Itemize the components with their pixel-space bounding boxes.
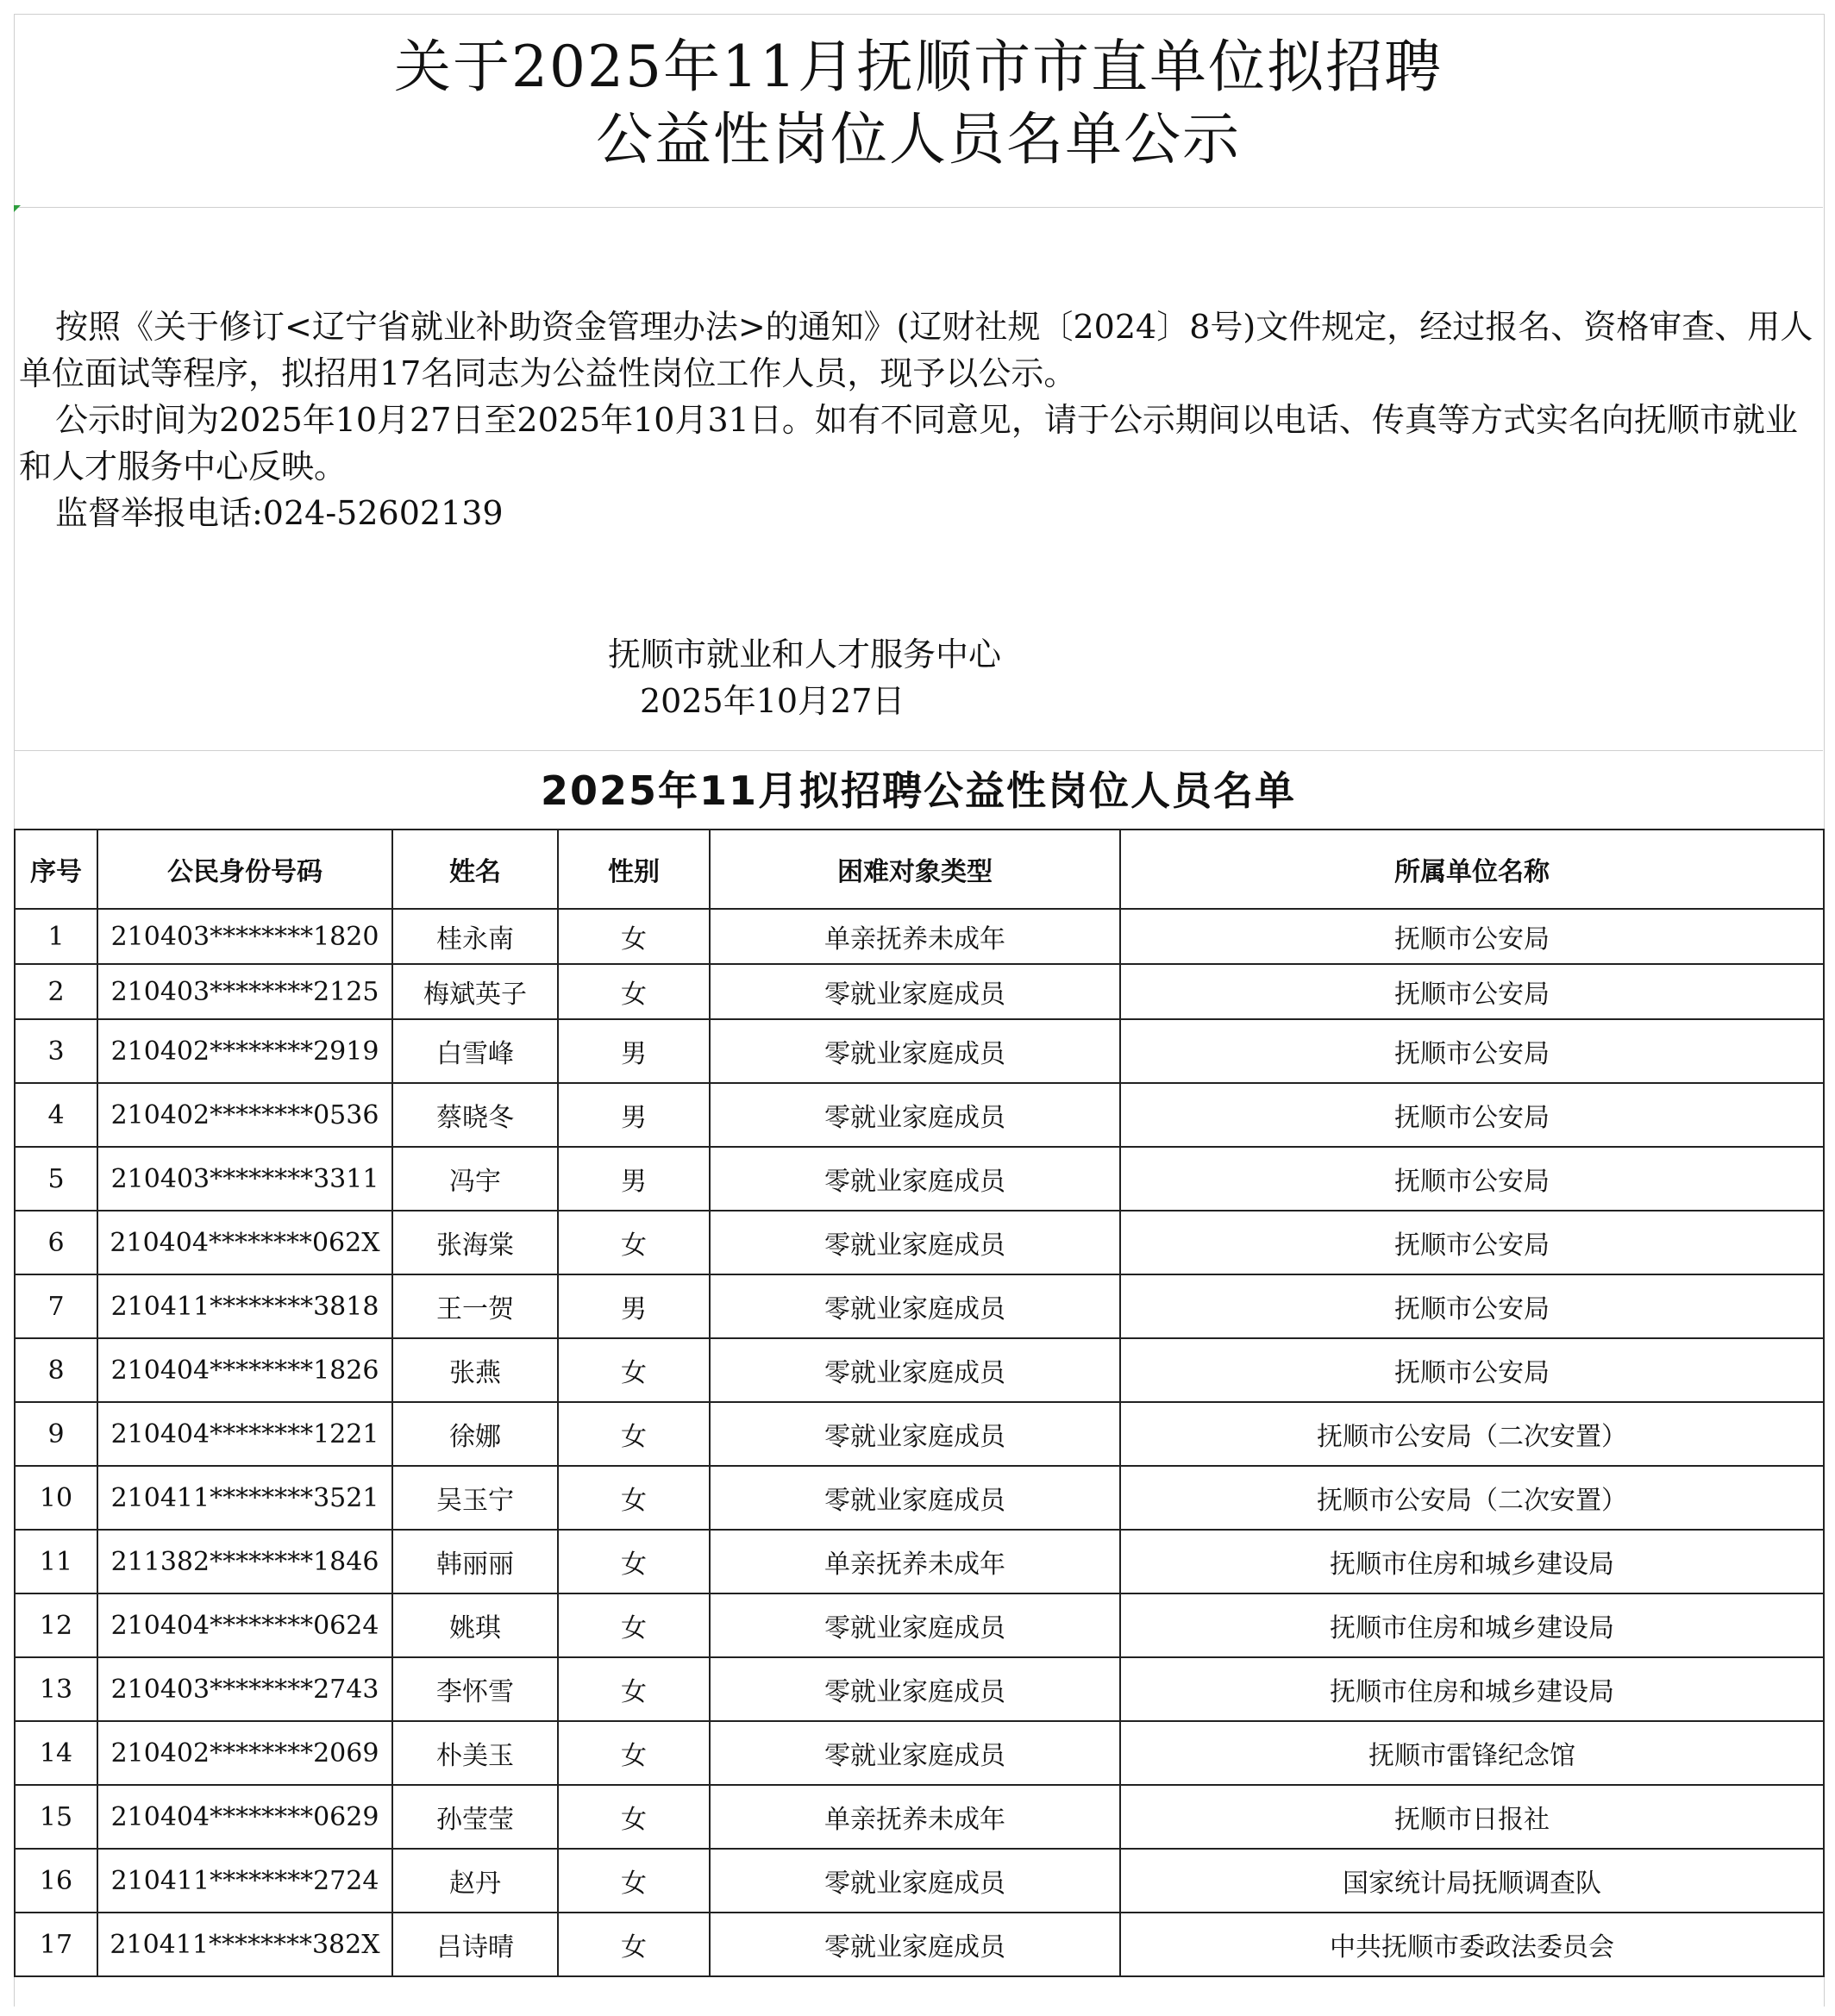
cell-gender: 女 (558, 964, 710, 1019)
cell-category: 单亲抚养未成年 (710, 1530, 1120, 1593)
col-header-id-number: 公民身份号码 (97, 830, 392, 909)
cell-id-number: 210411********2724 (97, 1849, 392, 1913)
cell-gender: 女 (558, 1466, 710, 1530)
cell-index: 1 (15, 909, 97, 964)
list-title: 2025年11月拟招聘公益性岗位人员名单 (540, 767, 1297, 814)
cell-category: 零就业家庭成员 (710, 1274, 1120, 1338)
cell-name: 张海棠 (392, 1211, 558, 1274)
cell-gender: 男 (558, 1083, 710, 1147)
cell-index: 17 (15, 1913, 97, 1976)
cell-category: 零就业家庭成员 (710, 1147, 1120, 1211)
cell-id-number: 210403********3311 (97, 1147, 392, 1211)
notice-paragraph-1: 按照《关于修订<辽宁省就业补助资金管理办法>的通知》(辽财社规〔2024〕8号)文件规定，经过报名、资格审查、用人单位面试等程序，拟招用17名同志为公益性岗位工作人员，现予以公示。 (19, 308, 1813, 392)
cell-id-number: 210404********0624 (97, 1593, 392, 1657)
cell-name: 桂永南 (392, 909, 558, 964)
cell-name: 吕诗晴 (392, 1913, 558, 1976)
cell-id-number: 210411********382X (97, 1913, 392, 1976)
cell-index: 14 (15, 1721, 97, 1785)
cell-name: 李怀雪 (392, 1657, 558, 1721)
cell-name: 冯宇 (392, 1147, 558, 1211)
cell-unit: 抚顺市公安局 (1120, 1083, 1824, 1147)
cell-index: 10 (15, 1466, 97, 1530)
cell-gender: 男 (558, 1019, 710, 1083)
col-header-unit: 所属单位名称 (1120, 830, 1824, 909)
cell-index: 4 (15, 1083, 97, 1147)
cell-category: 单亲抚养未成年 (710, 1785, 1120, 1849)
cell-category: 零就业家庭成员 (710, 964, 1120, 1019)
cell-index: 12 (15, 1593, 97, 1657)
cell-category: 零就业家庭成员 (710, 1593, 1120, 1657)
cell-id-number: 211382********1846 (97, 1530, 392, 1593)
table-row (15, 1211, 1824, 1274)
cell-gender: 女 (558, 1338, 710, 1402)
cell-gender: 女 (558, 1402, 710, 1466)
cell-name: 徐娜 (392, 1402, 558, 1466)
cell-name: 张燕 (392, 1338, 558, 1402)
cell-id-number: 210402********2919 (97, 1019, 392, 1083)
cell-unit: 抚顺市公安局 (1120, 1147, 1824, 1211)
cell-id-number: 210403********2743 (97, 1657, 392, 1721)
cell-category: 零就业家庭成员 (710, 1019, 1120, 1083)
cell-index: 11 (15, 1530, 97, 1593)
title-section (14, 14, 1823, 208)
table-row (15, 1338, 1824, 1402)
cell-unit: 抚顺市公安局 (1120, 909, 1824, 964)
cell-name: 吴玉宁 (392, 1466, 558, 1530)
cell-category: 零就业家庭成员 (710, 1402, 1120, 1466)
cell-category: 零就业家庭成员 (710, 1913, 1120, 1976)
cell-gender: 女 (558, 1657, 710, 1721)
cell-marker-icon (14, 205, 21, 212)
cell-name: 孙莹莹 (392, 1785, 558, 1849)
cell-gender: 女 (558, 1211, 710, 1274)
cell-id-number: 210404********1221 (97, 1402, 392, 1466)
cell-id-number: 210404********062X (97, 1211, 392, 1274)
cell-id-number: 210402********2069 (97, 1721, 392, 1785)
cell-gender: 女 (558, 1785, 710, 1849)
cell-index: 15 (15, 1785, 97, 1849)
cell-id-number: 210404********0629 (97, 1785, 392, 1849)
cell-gender: 女 (558, 1913, 710, 1976)
col-header-category: 困难对象类型 (710, 830, 1120, 909)
cell-id-number: 210403********1820 (97, 909, 392, 964)
cell-id-number: 210402********0536 (97, 1083, 392, 1147)
cell-index: 2 (15, 964, 97, 1019)
table-row (15, 1402, 1824, 1466)
cell-name: 梅斌英子 (392, 964, 558, 1019)
cell-index: 3 (15, 1019, 97, 1083)
cell-index: 5 (15, 1147, 97, 1211)
page-title-line-1: 关于2025年11月抚顺市市直单位拟招聘 (394, 34, 1443, 100)
table-row (15, 964, 1824, 1019)
cell-name: 蔡晓冬 (392, 1083, 558, 1147)
col-header-gender: 性别 (558, 830, 710, 909)
cell-index: 8 (15, 1338, 97, 1402)
table-header-row (15, 830, 1824, 909)
col-header-index: 序号 (15, 830, 97, 909)
table-row (15, 1785, 1824, 1849)
list-title-section (14, 750, 1823, 830)
cell-unit: 国家统计局抚顺调查队 (1120, 1849, 1824, 1913)
cell-category: 单亲抚养未成年 (710, 909, 1120, 964)
table-row (15, 1721, 1824, 1785)
cell-unit: 抚顺市住房和城乡建设局 (1120, 1593, 1824, 1657)
table-row (15, 1274, 1824, 1338)
cell-unit: 抚顺市公安局 (1120, 1338, 1824, 1402)
cell-category: 零就业家庭成员 (710, 1083, 1120, 1147)
hotline: 监督举报电话:024-52602139 (55, 494, 504, 532)
cell-category: 零就业家庭成员 (710, 1849, 1120, 1913)
table-row (15, 1657, 1824, 1721)
cell-id-number: 210404********1826 (97, 1338, 392, 1402)
cell-name: 白雪峰 (392, 1019, 558, 1083)
table-row (15, 1019, 1824, 1083)
cell-index: 7 (15, 1274, 97, 1338)
cell-id-number: 210411********3818 (97, 1274, 392, 1338)
page-title-line-2: 公益性岗位人员名单公示 (596, 106, 1241, 172)
sign-date: 2025年10月27日 (640, 682, 905, 720)
cell-category: 零就业家庭成员 (710, 1657, 1120, 1721)
roster-table (14, 829, 1825, 1977)
cell-unit: 中共抚顺市委政法委员会 (1120, 1913, 1824, 1976)
cell-category: 零就业家庭成员 (710, 1721, 1120, 1785)
cell-unit: 抚顺市雷锋纪念馆 (1120, 1721, 1824, 1785)
cell-gender: 女 (558, 1593, 710, 1657)
cell-unit: 抚顺市公安局 (1120, 964, 1824, 1019)
cell-unit: 抚顺市公安局（二次安置） (1120, 1466, 1824, 1530)
notice-body (19, 304, 1821, 536)
cell-name: 韩丽丽 (392, 1530, 558, 1593)
cell-name: 朴美玉 (392, 1721, 558, 1785)
cell-index: 16 (15, 1849, 97, 1913)
cell-gender: 女 (558, 1721, 710, 1785)
table-row (15, 1849, 1824, 1913)
cell-name: 王一贺 (392, 1274, 558, 1338)
cell-unit: 抚顺市公安局 (1120, 1211, 1824, 1274)
cell-unit: 抚顺市公安局 (1120, 1274, 1824, 1338)
cell-unit: 抚顺市住房和城乡建设局 (1120, 1657, 1824, 1721)
cell-name: 赵丹 (392, 1849, 558, 1913)
col-header-name: 姓名 (392, 830, 558, 909)
cell-unit: 抚顺市日报社 (1120, 1785, 1824, 1849)
cell-unit: 抚顺市公安局（二次安置） (1120, 1402, 1824, 1466)
cell-name: 姚琪 (392, 1593, 558, 1657)
notice-paragraph-2: 公示时间为2025年10月27日至2025年10月31日。如有不同意见，请于公示期间以电话、传真等方式实名向抚顺市就业和人才服务中心反映。 (19, 401, 1798, 485)
cell-gender: 女 (558, 909, 710, 964)
cell-id-number: 210403********2125 (97, 964, 392, 1019)
cell-gender: 女 (558, 1530, 710, 1593)
cell-gender: 男 (558, 1274, 710, 1338)
cell-index: 13 (15, 1657, 97, 1721)
cell-category: 零就业家庭成员 (710, 1338, 1120, 1402)
cell-index: 6 (15, 1211, 97, 1274)
table-row (15, 1530, 1824, 1593)
table-row (15, 1147, 1824, 1211)
table-row (15, 1593, 1824, 1657)
table-row (15, 909, 1824, 964)
cell-gender: 男 (558, 1147, 710, 1211)
cell-gender: 女 (558, 1849, 710, 1913)
table-row (15, 1466, 1824, 1530)
signer: 抚顺市就业和人才服务中心 (608, 635, 1002, 673)
cell-unit: 抚顺市公安局 (1120, 1019, 1824, 1083)
table-row (15, 1083, 1824, 1147)
cell-category: 零就业家庭成员 (710, 1466, 1120, 1530)
cell-index: 9 (15, 1402, 97, 1466)
cell-id-number: 210411********3521 (97, 1466, 392, 1530)
table-row (15, 1913, 1824, 1976)
cell-unit: 抚顺市住房和城乡建设局 (1120, 1530, 1824, 1593)
cell-category: 零就业家庭成员 (710, 1211, 1120, 1274)
